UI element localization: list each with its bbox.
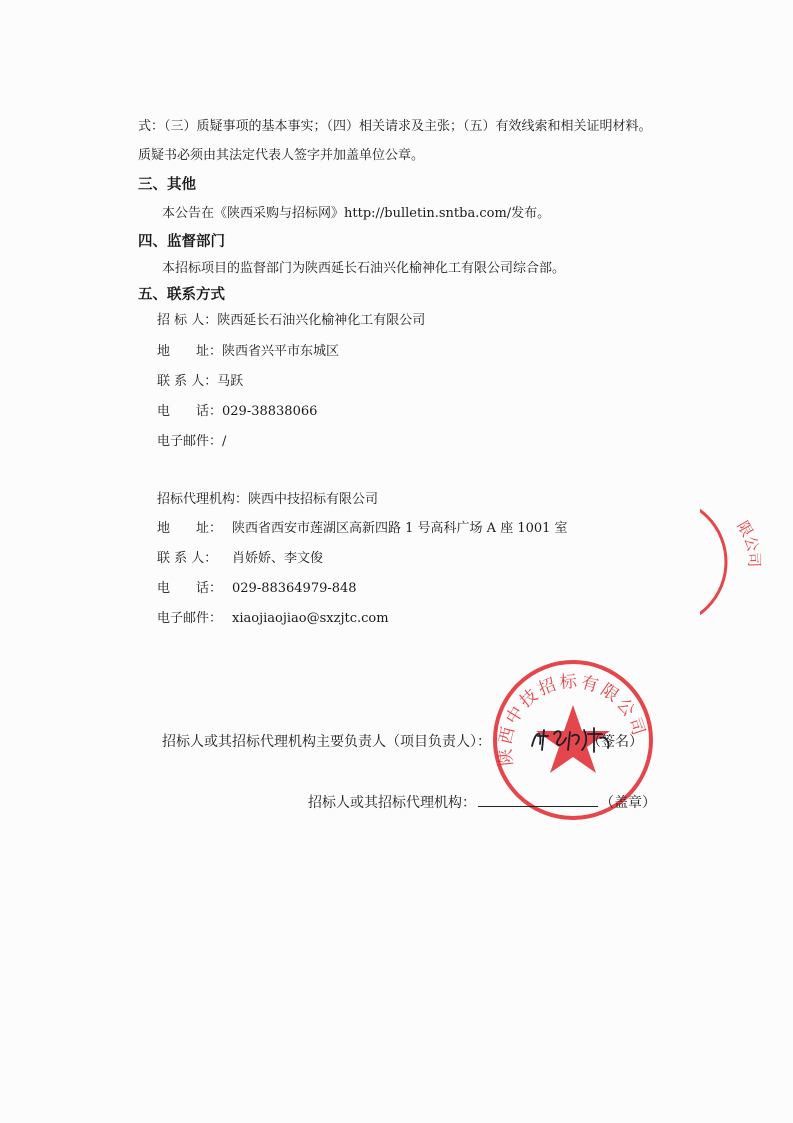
handwritten-signature	[528, 724, 618, 756]
edge-seal-text: 限公司	[733, 517, 764, 568]
row-label: 地 址：	[157, 521, 223, 536]
row-value: /	[222, 434, 227, 449]
row-value: 陕西延长石油兴化榆神化工有限公司	[217, 313, 426, 328]
tenderer-email-row	[157, 433, 226, 451]
section-5-heading: 五、联系方式	[138, 287, 225, 303]
tenderer-name-row	[157, 312, 425, 330]
row-value: xiaojiaojiao@sxzjtc.com	[232, 611, 389, 626]
agency-contact-row	[157, 550, 323, 568]
agency-address-row	[157, 520, 568, 538]
intro-line-1: 式：（三）质疑事项的基本事实；（四）相关请求及主张；（五）有效线索和相关证明材料。	[138, 119, 652, 134]
section-3-heading: 三、其他	[138, 177, 196, 193]
row-value: 马跃	[217, 374, 244, 389]
row-label: 联 系 人：	[157, 374, 218, 389]
row-value: 029-38838066	[222, 404, 318, 419]
svg-text:限公司	[733, 518, 763, 568]
edge-seal-stamp	[700, 495, 793, 630]
section-4-text: 本招标项目的监督部门为陕西延长石油兴化榆神化工有限公司综合部。	[162, 261, 566, 276]
row-label: 联 系 人：	[157, 551, 218, 566]
signature-suffix: （签名）	[587, 734, 643, 750]
signature-line-agency	[308, 792, 656, 813]
tenderer-phone-row	[157, 403, 317, 421]
agency-email-row	[157, 610, 389, 628]
row-label: 电 话：	[157, 404, 223, 419]
intro-line-2: 质疑书必须由其法定代表人签字并加盖单位公章。	[138, 148, 425, 163]
row-value: 陕西中技招标有限公司	[248, 492, 379, 507]
row-value: 肖娇娇、李文俊	[232, 551, 324, 566]
row-label: 电子邮件：	[157, 611, 223, 626]
seal-text: 陕西中技招标有限公司	[495, 672, 650, 767]
row-label: 招标代理机构：	[157, 492, 249, 507]
row-label: 地 址：	[157, 344, 223, 359]
row-value: 029-88364979-848	[232, 581, 357, 596]
seal-underline	[478, 792, 598, 807]
row-label: 电子邮件：	[157, 434, 223, 449]
section-3-text: 本公告在《陕西采购与招标网》http://bulletin.sntba.com/发布。	[162, 206, 551, 221]
row-label: 招 标 人：	[157, 313, 218, 328]
agency-phone-row	[157, 580, 357, 598]
section-4-heading: 四、监督部门	[138, 234, 225, 250]
signature-label: 招标人或其招标代理机构主要负责人（项目负责人）：	[162, 734, 491, 750]
row-label: 电 话：	[157, 581, 223, 596]
agency-name-row	[157, 491, 378, 509]
row-value: 陕西省兴平市东城区	[222, 344, 340, 359]
seal-label: 招标人或其招标代理机构：	[308, 795, 476, 811]
row-value: 陕西省西安市莲湖区高新四路 1 号高科广场 A 座 1001 室	[232, 521, 568, 536]
seal-suffix: （盖章）	[600, 795, 656, 811]
tenderer-contact-row	[157, 373, 243, 391]
tenderer-address-row	[157, 343, 339, 361]
